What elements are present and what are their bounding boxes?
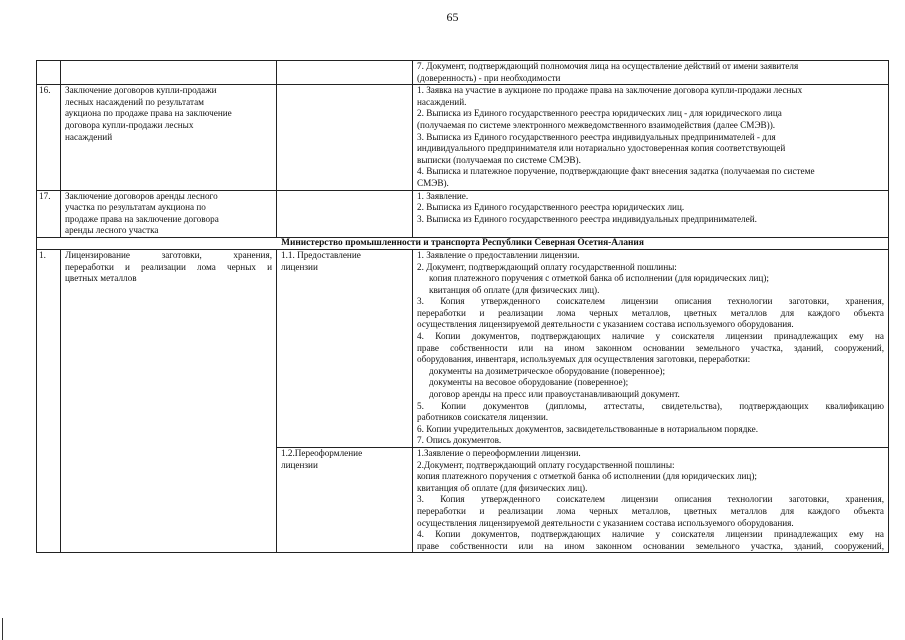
doc-line: 2. Выписка из Единого государственного реестра юридических лиц. [417, 202, 685, 213]
doc-line: 6. Копии учредительных документов, засвидетельствованные в нотариальном порядке. [417, 423, 759, 434]
doc-line: 1. Заявление. [417, 190, 469, 201]
doc-line: копия платежного поручения с отметкой банка об исполнении (для юридических лиц); [417, 471, 757, 482]
doc-line: осуществления лицензируемой деятельности с указанием состава используемого оборудования. [417, 517, 794, 528]
service-name-line: лесных насаждений по результатам [65, 96, 204, 107]
doc-line: копия платежного поручения с отметкой банка об исполнении (для юридических лиц); [429, 273, 769, 284]
page-number: 65 [446, 10, 459, 24]
doc-line: оборудования, инвентаря, используемых для осуществления заготовки, переработки: [417, 354, 751, 365]
documents-cell [413, 249, 889, 447]
subservice-title-line: 1.1. Предоставление [281, 249, 361, 260]
table-row-1-1 [37, 249, 889, 447]
doc-line: 1.Заявление о переоформлении лицензии. [417, 448, 581, 458]
subservice-cell [277, 249, 413, 447]
doc-line: документы на весовое оборудование (поверенное); [429, 377, 629, 388]
service-name-line: цветных металлов [65, 273, 137, 284]
service-name-line: Заключение договоров аренды лесного [65, 190, 218, 201]
service-name-line: переработки и реализации лома черных и [65, 261, 272, 272]
service-name-line: насаждений [65, 131, 113, 142]
row-number: 17. [37, 190, 61, 237]
service-name-line: Заключение договоров купли-продажи [65, 85, 217, 96]
table-row-17 [37, 190, 889, 237]
doc-line: документы на дозиметрическое оборудование (поверенное); [429, 365, 666, 376]
doc-line: работников соискателя лицензии. [417, 412, 549, 423]
services-table [36, 60, 889, 553]
row-number: 1. [37, 249, 61, 552]
doc-line: 2. Документ, подтверждающий оплату государственной пошлины: [417, 261, 677, 272]
number-cell [37, 61, 61, 85]
doc-line: квитанция об оплате (для физических лиц). [429, 284, 600, 295]
service-name-cell [61, 190, 277, 237]
documents-cell [413, 61, 889, 85]
scan-edge-mark [2, 618, 3, 640]
table-row-16 [37, 85, 889, 190]
doc-line: 3. Выписка из Единого государственного реестра индивидуальных предпринимателей - для [417, 131, 776, 142]
doc-line: 7. Документ, подтверждающий полномочия лица на осуществление действий от имени заявителя [417, 61, 799, 71]
doc-line: 3. Выписка из Единого государственного реестра индивидуальных предпринимателей. [417, 213, 757, 224]
subservice-cell [277, 448, 413, 553]
service-name-cell [61, 249, 277, 552]
doc-line: 5. Копии документов (дипломы, аттестаты, свидетельства), подтверждающих квалификацию [417, 400, 884, 411]
doc-line: 3. Копия утвержденного соискателем лицензии описания технологии заготовки, хранения, [417, 494, 884, 505]
doc-line: (доверенность) - при необходимости [417, 72, 561, 83]
doc-line: 3. Копия утвержденного соискателем лицензии описания технологии заготовки, хранения, [417, 296, 884, 307]
section-header-row [37, 237, 889, 249]
service-name-line: аренды лесного участка [65, 225, 159, 236]
service-name-cell [61, 61, 277, 85]
subservice-cell [277, 190, 413, 237]
doc-line: квитанция об оплате (для физических лиц). [417, 482, 588, 493]
service-name-line: договора купли-продажи лесных [65, 119, 194, 130]
doc-line: выписки (получаемая по системе СМЭВ). [417, 154, 581, 165]
service-name-line: участка по результатам аукциона по [65, 202, 206, 213]
subservice-title-line: 1.2.Переоформление [281, 448, 363, 458]
doc-line: переработки и реализации лома черных металлов, цветных металлов для каждого объекта [417, 505, 884, 516]
service-name-line: аукциона по продаже права на заключение [65, 108, 232, 119]
documents-cell [413, 190, 889, 237]
doc-line: 2. Выписка из Единого государственного реестра юридических лиц - для юридического лица [417, 108, 782, 119]
doc-line: 1. Заявление о предоставлении лицензии. [417, 249, 580, 260]
subservice-title-line: лицензии [281, 261, 318, 272]
subservice-title-line: лицензии [281, 459, 318, 470]
doc-line: 7. Опись документов. [417, 435, 502, 446]
doc-line: осуществления лицензируемой деятельности с указанием состава используемого оборудования. [417, 319, 794, 330]
table-row-continuation [37, 61, 889, 85]
doc-line: индивидуального предпринимателя или нотариально удостоверенная копия соответствующей [417, 143, 786, 154]
documents-cell [413, 448, 889, 553]
doc-line: 4. Копии документов, подтверждающих наличие у соискателя лицензии принадлежащих ему на [417, 529, 884, 540]
service-name-line: продаже права на заключение договора [65, 213, 219, 224]
doc-line: 4. Копии документов, подтверждающих наличие у соискателя лицензии принадлежащих ему на [417, 331, 884, 342]
subservice-cell [277, 85, 413, 190]
doc-line: СМЭВ). [417, 177, 449, 188]
row-number: 16. [37, 85, 61, 190]
doc-line: 2.Документ, подтверждающий оплату государственной пошлины: [417, 459, 675, 470]
doc-line: договор аренды на пресс или правоустанавливающий документ. [429, 389, 680, 400]
doc-line: насаждений. [417, 96, 467, 107]
service-name-line: Лицензирование заготовки, хранения, [65, 249, 272, 260]
subservice-cell [277, 61, 413, 85]
doc-line: (получаемая по системе электронного межведомственного взаимодействия (далее СМЭВ)). [417, 119, 776, 130]
documents-cell [413, 85, 889, 190]
doc-line: праве собственности или на ином законном основании земельного участка, зданий, сооружений, [417, 342, 884, 353]
service-name-cell [61, 85, 277, 190]
doc-line: праве собственности или на ином законном основании земельного участка, зданий, сооружений, [417, 540, 884, 551]
doc-line: 1. Заявка на участие в аукционе по продаже права на заключение договора купли-продажи лесных [417, 85, 803, 96]
doc-line: переработки и реализации лома черных металлов, цветных металлов для каждого объекта [417, 307, 884, 318]
doc-line: 4. Выписка и платежное поручение, подтверждающие факт внесения задатка (получаемая по системе [417, 166, 815, 177]
section-title: Министерство промышленности и транспорта Республики Северная Осетия-Алания [37, 237, 889, 249]
